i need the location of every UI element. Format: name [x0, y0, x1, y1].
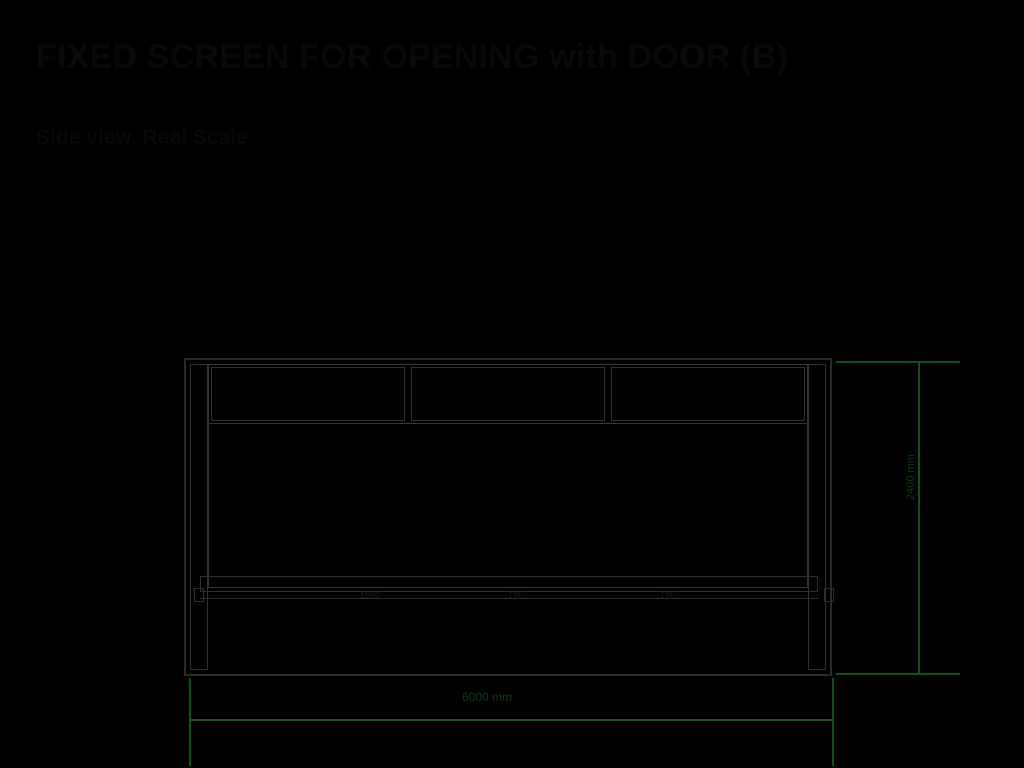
inner-dimension-1: 1960 [359, 590, 381, 600]
width-extension-left [189, 678, 191, 766]
inner-dimension-3: 1960 [659, 590, 681, 600]
right-pivot-detail [824, 588, 834, 602]
right-stile [808, 364, 826, 670]
height-extension-bottom [836, 673, 960, 675]
left-stile [190, 364, 208, 670]
width-dimension-label: 6000 mm [462, 690, 513, 704]
transom-pane-right [611, 367, 805, 421]
height-extension-top [836, 361, 960, 363]
height-dimension-line [918, 362, 920, 674]
page-title: FIXED SCREEN FOR OPENING with DOOR (B) [36, 38, 788, 76]
transom-pane-center [411, 367, 605, 421]
transom-pane-left [211, 367, 405, 421]
width-extension-right [832, 678, 834, 766]
inner-dimension-2: 1960 [507, 590, 529, 600]
page-subtitle: Side view, Real Scale [36, 126, 248, 149]
height-dimension-label: 2400 mm [905, 454, 917, 500]
width-dimension-line [190, 719, 834, 721]
left-pivot-detail [194, 588, 204, 602]
